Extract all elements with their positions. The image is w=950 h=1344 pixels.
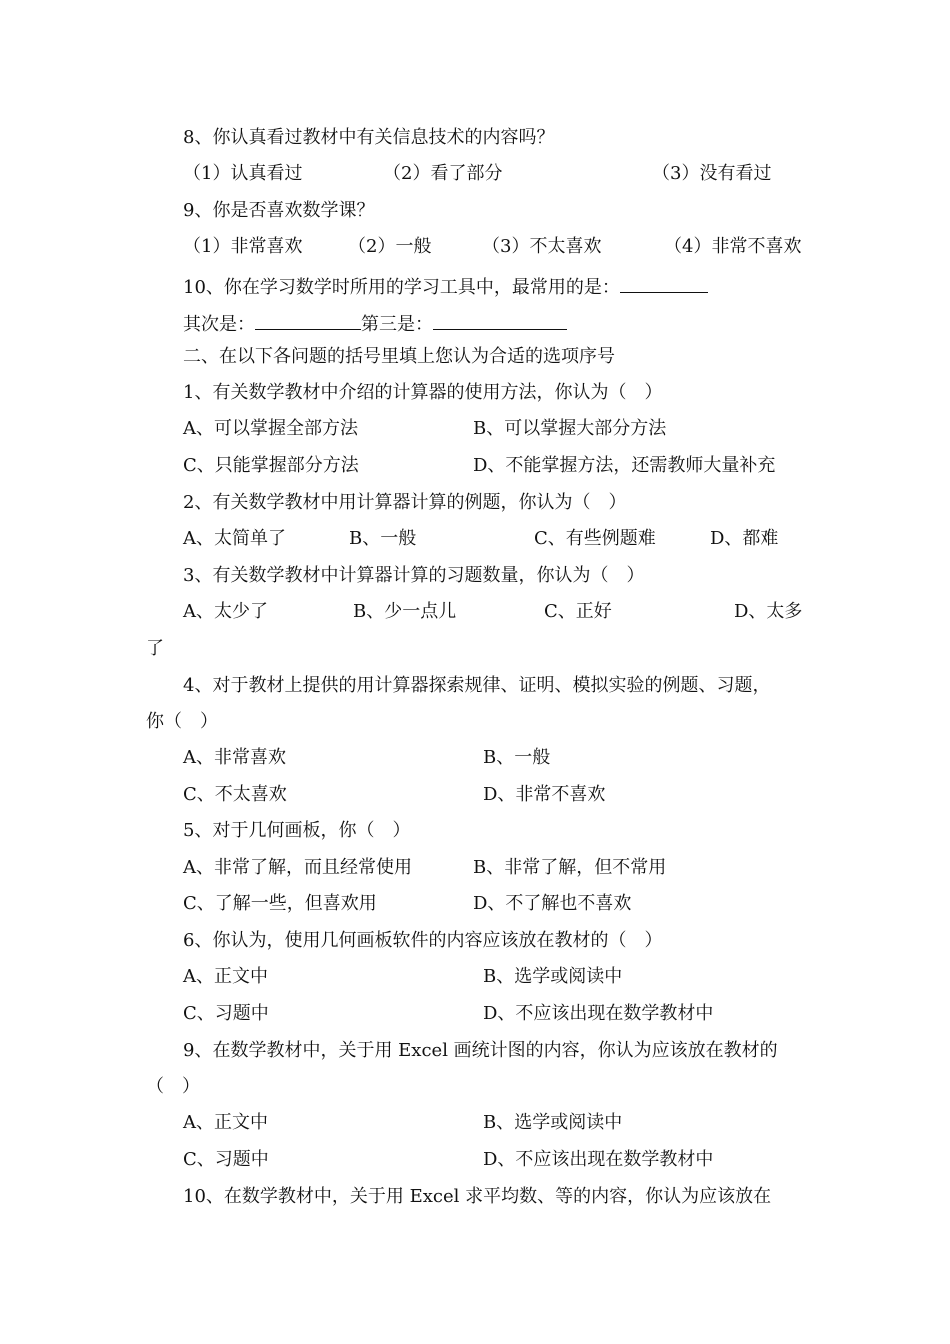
question-10-text: 10、你在学习数学时所用的学习工具中，最常用的是：: [183, 277, 620, 298]
q10-third-label: 第三是：: [361, 314, 433, 335]
s2-question-5: 5、对于几何画板，你（ ）: [183, 820, 411, 841]
q10-second-blank[interactable]: [255, 309, 361, 330]
s2-q4-option-a: A、非常喜欢: [183, 747, 286, 768]
s2-q6-option-c: C、习题中: [183, 1003, 269, 1024]
s2-q5-option-c: C、了解一些，但喜欢用: [183, 893, 377, 914]
q9-option-2: （2）一般: [348, 236, 432, 257]
section-2-heading: 二、在以下各问题的括号里填上您认为合适的选项序号: [183, 346, 615, 367]
s2-q6-option-a: A、正文中: [183, 966, 268, 987]
s2-q2-option-b: B、一般: [349, 528, 417, 549]
s2-q1-option-a: A、可以掌握全部方法: [183, 418, 358, 439]
s2-q5-option-a: A、非常了解，而且经常使用: [183, 857, 412, 878]
s2-q2-option-a: A、太简单了: [183, 528, 286, 549]
s2-q5-option-d: D、不了解也不喜欢: [473, 893, 632, 914]
s2-q4-wrap: 你（ ）: [146, 711, 218, 732]
s2-q1-option-d: D、不能掌握方法，还需教师大量补充: [473, 455, 776, 476]
s2-q9-option-c: C、习题中: [183, 1149, 269, 1170]
s2-q2-option-c: C、有些例题难: [534, 528, 656, 549]
s2-q6-option-b: B、选学或阅读中: [483, 966, 623, 987]
q9-option-1: （1）非常喜欢: [183, 236, 303, 257]
s2-question-6: 6、你认为，使用几何画板软件的内容应该放在教材的（ ）: [183, 930, 663, 951]
question-10-continued: [183, 309, 567, 333]
s2-question-4: 4、对于教材上提供的用计算器探索规律、证明、模拟实验的例题、习题，: [183, 675, 771, 696]
s2-question-3: 3、有关数学教材中计算器计算的习题数量，你认为（ ）: [183, 565, 645, 586]
q9-option-4: （4）非常不喜欢: [664, 236, 802, 257]
s2-q1-option-c: C、只能掌握部分方法: [183, 455, 359, 476]
q8-option-2: （2）看了部分: [383, 163, 503, 184]
s2-q3-wrap: 了: [146, 638, 164, 659]
s2-q1-option-b: B、可以掌握大部分方法: [473, 418, 667, 439]
q9-option-3: （3）不太喜欢: [482, 236, 602, 257]
s2-q3-option-c: C、正好: [544, 601, 612, 622]
question-10: [183, 272, 708, 296]
q10-second-label: 其次是：: [183, 314, 255, 335]
s2-question-10: 10、在数学教材中，关于用 Excel 求平均数、等的内容，你认为应该放在: [183, 1186, 772, 1207]
q8-option-3: （3）没有看过: [652, 163, 772, 184]
s2-q3-option-a: A、太少了: [183, 601, 268, 622]
s2-q3-option-d: D、太多: [734, 601, 803, 622]
q8-option-1: （1）认真看过: [183, 163, 303, 184]
s2-q2-option-d: D、都难: [710, 528, 779, 549]
s2-q4-option-b: B、一般: [483, 747, 551, 768]
s2-q9-option-d: D、不应该出现在数学教材中: [483, 1149, 714, 1170]
s2-q4-option-d: D、非常不喜欢: [483, 784, 606, 805]
s2-q9-wrap: （ ）: [146, 1076, 200, 1097]
q10-first-blank[interactable]: [620, 272, 708, 293]
s2-q9-option-a: A、正文中: [183, 1112, 268, 1133]
s2-q3-option-b: B、少一点儿: [353, 601, 457, 622]
s2-question-1: 1、有关数学教材中介绍的计算器的使用方法，你认为（ ）: [183, 382, 663, 403]
s2-q9-option-b: B、选学或阅读中: [483, 1112, 623, 1133]
question-9: 9、你是否喜欢数学课？: [183, 200, 375, 221]
s2-q5-option-b: B、非常了解，但不常用: [473, 857, 667, 878]
s2-q4-option-c: C、不太喜欢: [183, 784, 287, 805]
s2-question-9: 9、在数学教材中，关于用 Excel 画统计图的内容，你认为应该放在教材的: [183, 1040, 778, 1061]
q10-third-blank[interactable]: [433, 309, 567, 330]
question-8: 8、你认真看过教材中有关信息技术的内容吗？: [183, 127, 555, 148]
s2-q6-option-d: D、不应该出现在数学教材中: [483, 1003, 714, 1024]
s2-question-2: 2、有关数学教材中用计算器计算的例题，你认为（ ）: [183, 492, 627, 513]
